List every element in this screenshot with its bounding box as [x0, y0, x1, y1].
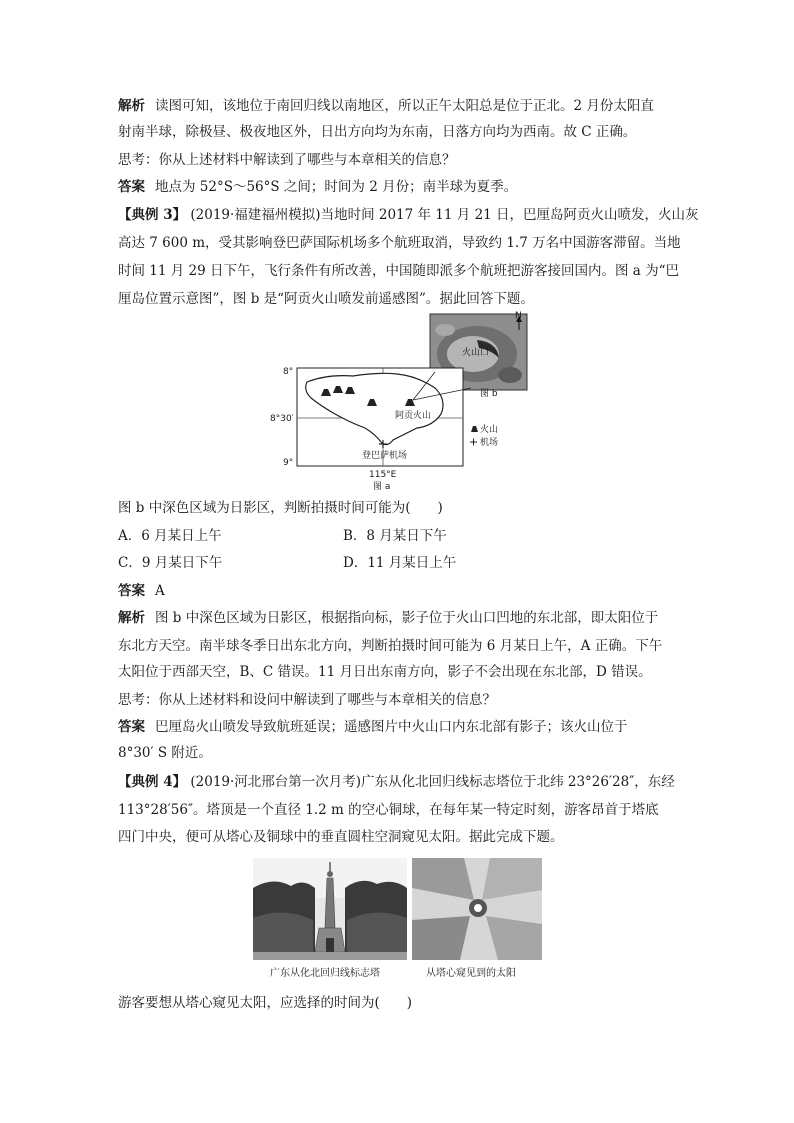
- example-3-line-2: 高达 7 600 m，受其影响登巴萨国际机场多个航班取消，导致约 1.7 万名中国游客滞留。当地: [118, 235, 681, 251]
- answer-tag: 答案: [118, 583, 145, 599]
- answer-3: [118, 581, 678, 601]
- answer-text: 巴厘岛火山喷发导致航班延误；遥感图片中火山口内东北部有影子；该火山位于: [155, 719, 628, 735]
- think-question-3: 思考：你从上述材料和设问中解读到了哪些与本章相关的信息？: [118, 692, 496, 708]
- figure-b-label: 图 b: [480, 389, 498, 399]
- sun-photo-caption: 从塔心窥见到的太阳: [426, 968, 516, 979]
- answer-tag: 答案: [118, 719, 145, 735]
- lon-115-label: 115°E: [369, 470, 397, 480]
- tower-photo-caption: 广东从化北回归线标志塔: [270, 968, 380, 979]
- example-4-source: (2019·河北邢台第一次月考)广东从化北回归线标志塔位于北纬 23°26′28″，东经: [190, 774, 675, 790]
- option-d: D．11 月某日上午: [343, 555, 457, 571]
- example-4-line-1: [118, 772, 678, 792]
- think-question-1: 思考：你从上述材料中解读到了哪些与本章相关的信息？: [118, 152, 456, 168]
- answer-tag: 答案: [118, 179, 145, 195]
- option-b: B．8 月某日下午: [343, 528, 447, 544]
- bali-figure: [265, 310, 535, 500]
- legend-airport-label: 机场: [480, 438, 499, 448]
- legend-volcano-label: 火山: [480, 425, 499, 435]
- analysis-text: 读图可知，该地位于南回归线以南地区，所以正午太阳总是位于正北。2 月份太阳直: [155, 98, 654, 114]
- example-4-tag: 【典例 4】: [118, 774, 187, 790]
- answer-3b: [118, 717, 678, 737]
- analysis-tag: 解析: [118, 610, 145, 626]
- agung-volcano-label: 阿贡火山: [395, 411, 432, 421]
- answer-3b-line-2: 8°30′ S 附近。: [118, 745, 212, 761]
- legend-volcano-icon: [471, 426, 478, 432]
- option-c: C．9 月某日下午: [118, 555, 223, 571]
- north-label: N: [515, 311, 522, 321]
- lat-9-label: 9°: [283, 458, 294, 468]
- option-a: A．6 月某日上午: [118, 528, 222, 544]
- figure-a-label: 图 a: [373, 482, 391, 492]
- answer-1: [118, 177, 678, 197]
- analysis-paragraph-3-line-3: 太阳位于西部天空，B、C 错误。11 月日出东南方向，影子不会出现在东北部，D 错误。: [118, 664, 652, 680]
- sun-through-tower-photo: [412, 858, 542, 960]
- legend-airport-icon: [470, 439, 477, 446]
- lat-830-label: 8°30′: [270, 414, 294, 424]
- question-3-stem: 图 b 中深色区域为日影区，判断拍摄时间可能为( ): [118, 500, 443, 516]
- crater-label: 火山口: [462, 348, 490, 358]
- answer-text: 地点为 52°S～56°S 之间；时间为 2 月份；南半球为夏季。: [155, 179, 518, 195]
- example-3-tag: 【典例 3】: [118, 207, 187, 223]
- example-3-source: (2019·福建福州模拟)当地时间 2017 年 11 月 21 日，巴厘岛阿贡火山喷发，火山灰: [190, 207, 699, 223]
- example-3-line-3: 时间 11 月 29 日下午，飞行条件有所改善，中国随即派多个航班把游客接回国内。图 a 为“巴: [118, 263, 680, 279]
- example-3-line-4: 厘岛位置示意图”，图 b 是“阿贡火山喷发前遥感图”。据此回答下题。: [118, 291, 534, 307]
- answer-text: A: [155, 583, 165, 599]
- analysis-paragraph-3: [118, 608, 678, 628]
- airport-label: 登巴萨机场: [362, 451, 408, 461]
- analysis-tag: 解析: [118, 98, 145, 114]
- question-4-stem: 游客要想从塔心窥见太阳，应选择的时间为( ): [118, 995, 413, 1011]
- analysis-paragraph-1-line-2: 射南半球，除极昼、极夜地区外，日出方向均为东南，日落方向均为西南。故 C 正确。: [118, 124, 637, 140]
- lat-8-label: 8°: [283, 367, 294, 377]
- example-3-line-1: [118, 205, 699, 225]
- analysis-text: 图 b 中深色区域为日影区，根据指向标，影子位于火山口凹地的东北部，即太阳位于: [155, 610, 659, 626]
- analysis-paragraph-1: [118, 96, 678, 116]
- example-4-line-2: 113°28′56″。塔顶是一个直径 1.2 m 的空心铜球，在每年某一特定时刻，游客昂首于塔底: [118, 802, 659, 818]
- tower-photo: [253, 858, 407, 960]
- analysis-paragraph-3-line-2: 东北方天空。南半球冬季日出东北方向，判断拍摄时间可能为 6 月某日上午，A 正确。下午: [118, 638, 663, 654]
- example-4-line-3: 四门中央，便可从塔心及铜球中的垂直圆柱空洞窥见太阳。据此完成下题。: [118, 829, 564, 845]
